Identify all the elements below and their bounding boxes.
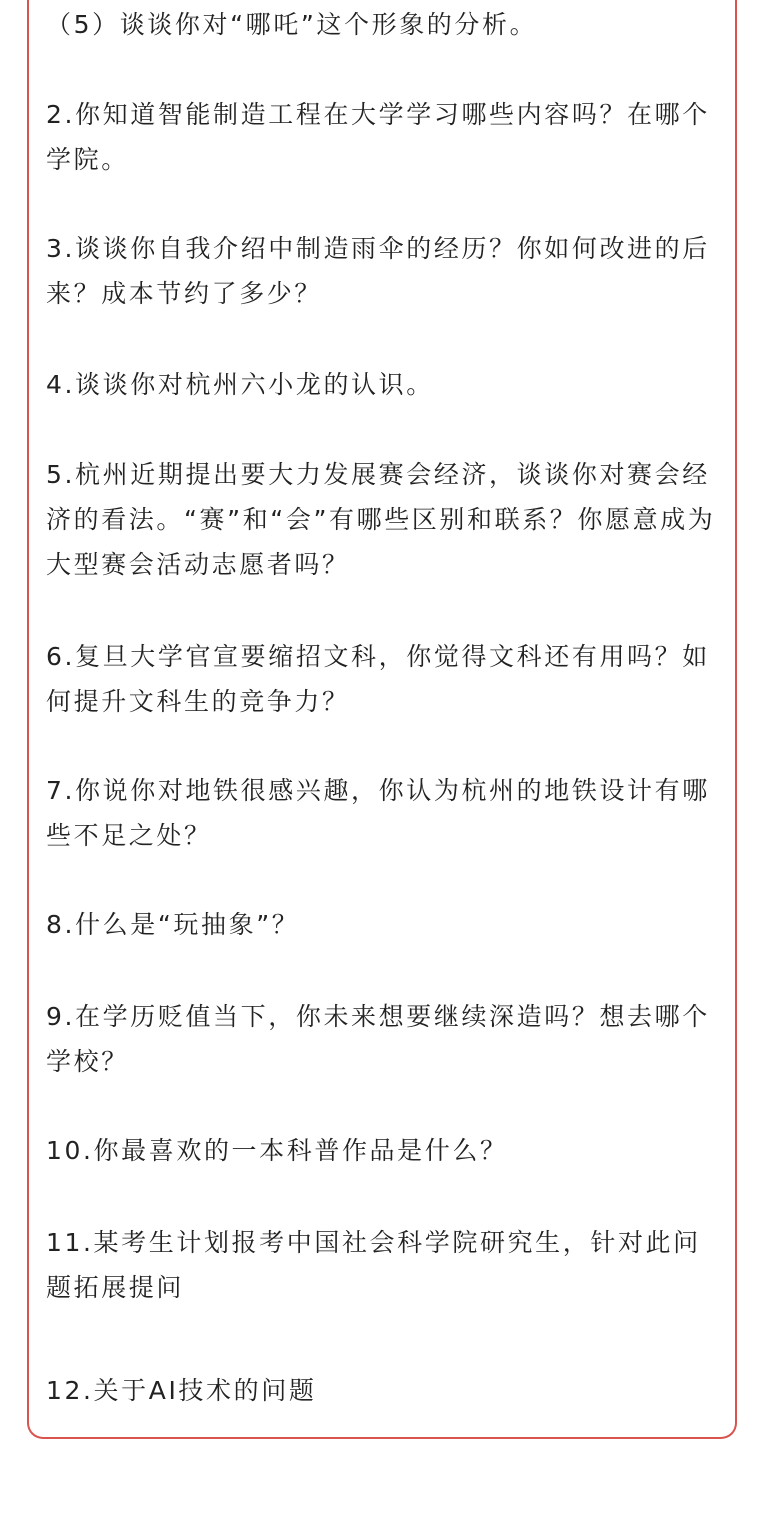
question-item-5b: 5.杭州近期提出要大力发展赛会经济，谈谈你对赛会经济的看法。“赛”和“会”有哪些区别和联系？你愿意成为大型赛会活动志愿者吗？ — [46, 460, 716, 579]
question-item-2: 2.你知道智能制造工程在大学学习哪些内容吗？在哪个学院。 — [46, 100, 710, 174]
question-item-8: 8.什么是“玩抽象”？ — [46, 910, 300, 939]
question-item-12: 12.关于AI技术的问题 — [46, 1376, 317, 1405]
question-item-9: 9.在学历贬值当下，你未来想要继续深造吗？想去哪个学校？ — [46, 1002, 710, 1076]
question-item-5: （5）谈谈你对“哪吒”这个形象的分析。 — [46, 10, 538, 39]
question-item-11: 11.某考生计划报考中国社会科学院研究生，针对此问题拓展提问 — [46, 1228, 701, 1302]
question-item-7: 7.你说你对地铁很感兴趣，你认为杭州的地铁设计有哪些不足之处？ — [46, 776, 710, 850]
question-item-10: 10.你最喜欢的一本科普作品是什么？ — [46, 1136, 508, 1165]
question-item-4: 4.谈谈你对杭州六小龙的认识。 — [46, 370, 434, 399]
question-item-6: 6.复旦大学官宣要缩招文科，你觉得文科还有用吗？如何提升文科生的竞争力？ — [46, 642, 710, 716]
question-item-3: 3.谈谈你自我介绍中制造雨伞的经历？你如何改进的后来？成本节约了多少？ — [46, 234, 710, 308]
